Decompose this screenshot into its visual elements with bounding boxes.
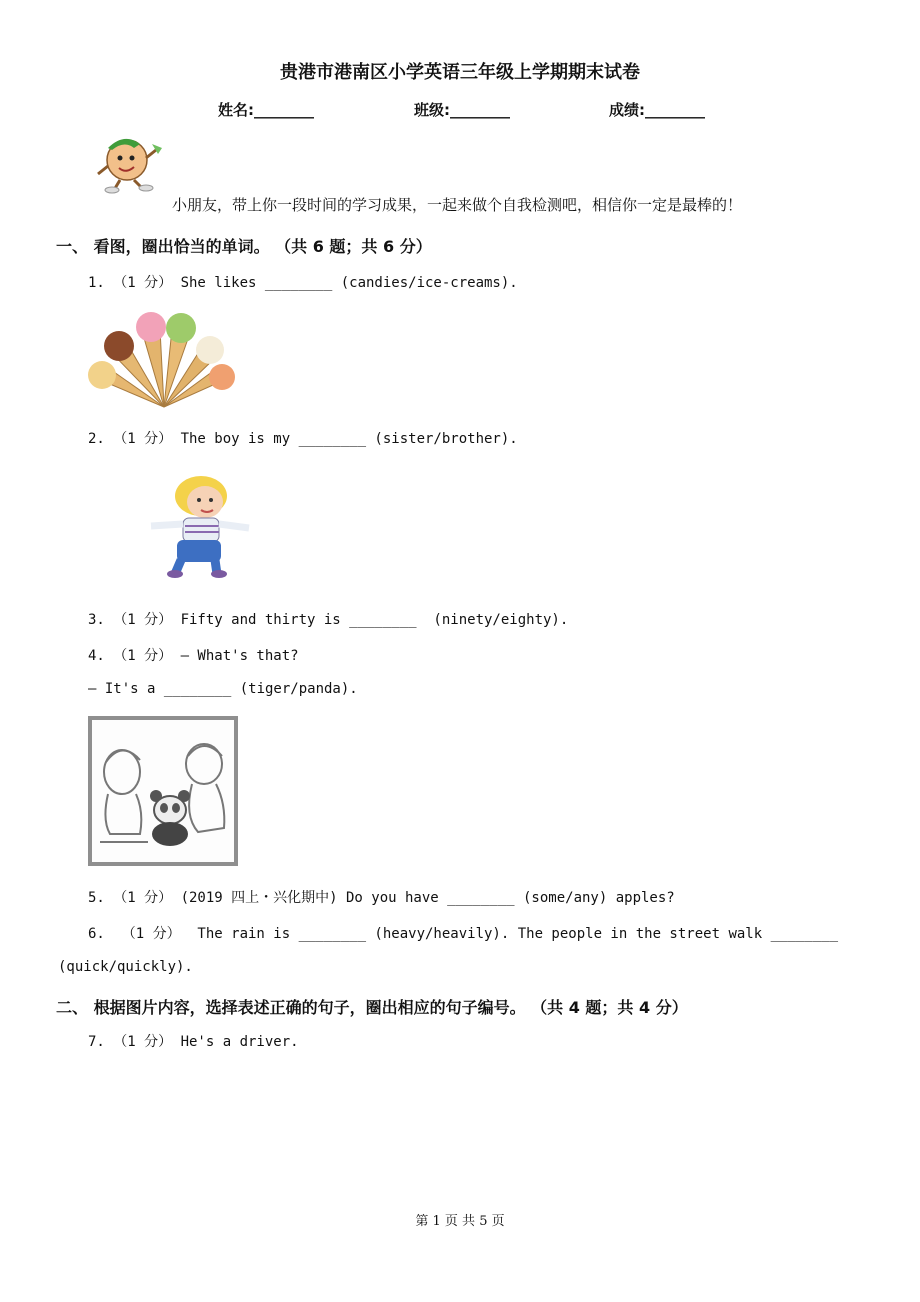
question-2: 2. （1 分） The boy is my ________ (sister/brother).	[88, 431, 518, 447]
question-4-answer: — It's a ________ (tiger/panda).	[88, 681, 358, 697]
panda-sketch-image	[88, 716, 240, 868]
class-field: 班级:________	[414, 101, 510, 119]
question-7: 7. （1 分） He's a driver.	[88, 1034, 299, 1050]
question-1: 1. （1 分） She likes ________ (candies/ice-creams).	[88, 275, 518, 291]
question-4-prompt: 4. （1 分） — What's that?	[88, 648, 299, 664]
boy-image	[145, 470, 255, 580]
question-3: 3. （1 分） Fifty and thirty is ________ (ninety/eighty).	[88, 612, 569, 628]
ice-cream-image	[88, 305, 240, 409]
section-1-heading: 一、 看图，圈出恰当的单词。 （共 6 题；共 6 分）	[56, 237, 432, 256]
score-field: 成绩:________	[609, 101, 705, 119]
question-6: 6. （1 分） The rain is ________ (heavy/heavily). The people in the street walk ________	[88, 926, 839, 942]
name-field: 姓名:________	[218, 101, 314, 119]
exam-title: 贵港市港南区小学英语三年级上学期期末试卷	[280, 62, 640, 83]
question-5: 5. （1 分） (2019 四上・兴化期中) Do you have ________ (some/any) apples?	[88, 890, 675, 906]
question-6-continued: (quick/quickly).	[58, 959, 193, 975]
section-2-heading: 二、 根据图片内容，选择表述正确的句子，圈出相应的句子编号。 （共 4 题；共 4 分）	[56, 998, 688, 1017]
mascot-image	[94, 130, 168, 194]
page-number: 第 1 页 共 5 页	[415, 1214, 505, 1229]
intro-text: 小朋友，带上你一段时间的学习成果，一起来做个自我检测吧，相信你一定是最棒的！	[172, 196, 743, 214]
